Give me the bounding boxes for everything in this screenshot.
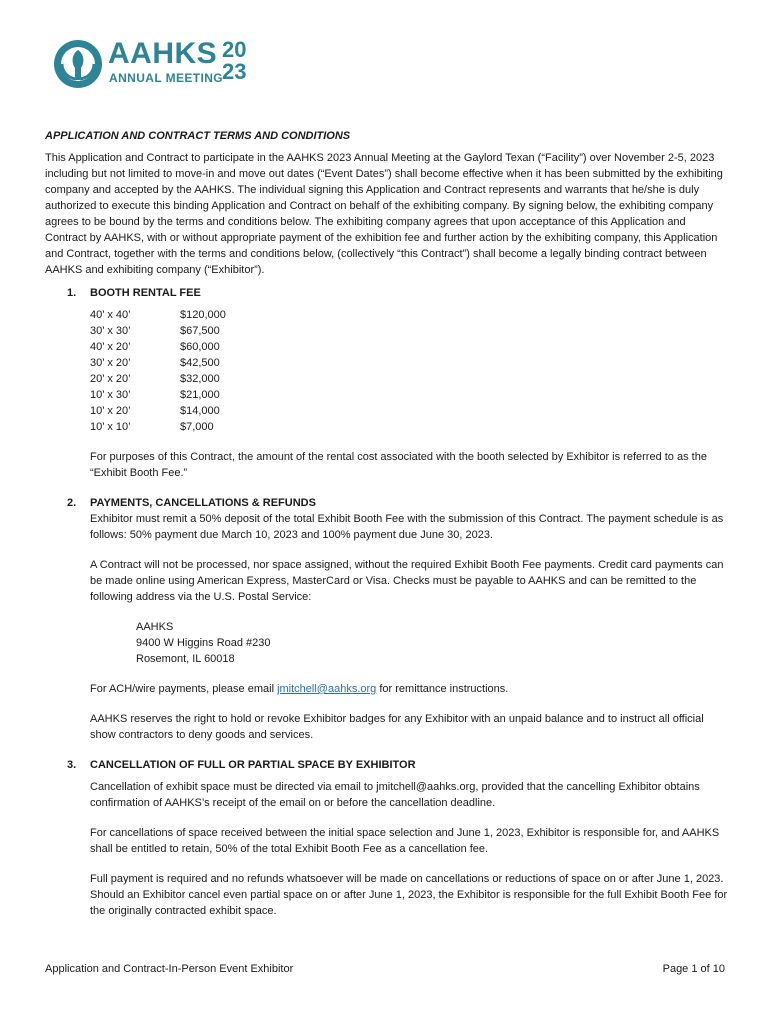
booth-price: $42,500 [180,357,220,369]
booth-price: $21,000 [180,389,220,401]
booth-fee-row [90,387,226,403]
section-number: 3. [67,759,77,771]
section-cancellation [45,757,730,919]
booth-size: 20’ x 20’ [90,373,131,385]
intro-paragraph: This Application and Contract to participate in the AAHKS 2023 Annual Meeting at the Gaylord Texan (“Facility”) over November 2-5, 2023 including but not limited to move-in and move out dates (“Event Dates”) shall become effective when it has been submitted by the exhibiting company and accepted by the AAHKS. The individual signing this Application and Contract represents and warrants that he/she is duly authorized to execute this binding Application and Contract on behalf of the exhibiting company. By signing below, the exhibiting company agrees to be bound by the terms and conditions below. The exhibiting company agrees that upon acceptance of this Application and Contract by AAHKS, with or without appropriate payment of the exhibition fee and further action by the exhibiting company, this Application and Contract, together with the terms and conditions below, (collectively “this Contract”) shall become a legally binding contract between AAHKS and exhibiting company (“Exhibitor”). [45,152,723,276]
page-footer [45,963,725,975]
cancellation-paragraph-3: Full payment is required and no refunds whatsoever will be made on cancellations or reductions of space on or after June 1, 2023. Should an Exhibitor cancel even partial space on or after June 1, 2023, the Exhibitor is responsible for the full Exhibit Booth Fee for the originally contracted exhibit space. [90,873,728,917]
booth-size: 10’ x 30’ [90,389,131,401]
section-booth-rental-fee [45,285,730,481]
section-number: 1. [67,287,77,299]
booth-price: $67,500 [180,325,220,337]
booth-size: 10’ x 20’ [90,405,131,417]
booth-price: $7,000 [180,421,214,433]
booth-price: $14,000 [180,405,220,417]
booth-fee-note: For purposes of this Contract, the amount of the rental cost associated with the booth selected by Exhibitor is referred to as the “Exhibit Booth Fee.” [90,451,707,479]
document-heading: APPLICATION AND CONTRACT TERMS AND CONDITIONS [45,130,351,142]
address-line: 9400 W Higgins Road #230 [136,637,271,649]
booth-size: 40’ x 40’ [90,309,131,321]
aahks-emblem-icon [52,38,104,90]
booth-price: $120,000 [180,309,226,321]
cancellation-paragraph-2: For cancellations of space received between the initial space selection and June 1, 2023, Exhibitor is responsible for, and AAHKS shall be entitled to retain, 50% of the total Exhibit Booth Fee as a cancellation fee. [90,827,720,855]
logo-year: 20 23 [222,37,247,84]
booth-size: 30’ x 20’ [90,357,131,369]
booth-fee-row [90,371,226,387]
document-body [45,128,730,927]
section-title: CANCELLATION OF FULL OR PARTIAL SPACE BY EXHIBITOR [90,759,416,771]
logo-name: AAHKS [108,37,218,70]
booth-price: $32,000 [180,373,220,385]
booth-fee-row [90,419,226,435]
booth-fee-table [90,307,226,435]
address-line: AAHKS [136,621,174,633]
booth-fee-row [90,339,226,355]
aahks-logo [52,38,258,90]
badge-policy-paragraph: AAHKS reserves the right to hold or revoke Exhibitor badges for any Exhibitor with an unpaid balance and to instruct all official show contractors to deny goods and services. [90,713,704,741]
payment-schedule-paragraph: Exhibitor must remit a 50% deposit of the total Exhibit Booth Fee with the submission of this Contract. The payment schedule is as follows: 50% payment due March 10, 2023 and 100% payment due June 30, 2023. [90,513,724,541]
mailing-address [90,619,730,667]
booth-size: 30’ x 30’ [90,325,131,337]
section-number: 2. [67,497,77,509]
address-line: Rosemont, IL 60018 [136,653,235,665]
booth-size: 40’ x 20’ [90,341,131,353]
booth-size: 10’ x 10’ [90,421,131,433]
booth-fee-row [90,307,226,323]
section-title: PAYMENTS, CANCELLATIONS & REFUNDS [90,497,316,509]
payment-methods-paragraph: A Contract will not be processed, nor space assigned, without the required Exhibit Booth Fee payments. Credit card payments can be made online using American Express, MasterCard or Visa. Checks must be payable to AAHKS and can be remitted to the following address via the U.S. Postal Service: [90,559,724,603]
logo-wordmark [108,39,258,89]
logo-subtitle: ANNUAL MEETING [109,71,224,85]
section-payments [45,495,730,743]
ach-paragraph: For ACH/wire payments, please email jmitchell@aahks.org for remittance instructions. [90,683,509,695]
booth-fee-row [90,355,226,371]
page-number: Page 1 of 10 [662,963,725,975]
footer-title: Application and Contract-In-Person Event Exhibitor [45,963,294,975]
booth-fee-row [90,323,226,339]
booth-price: $60,000 [180,341,220,353]
section-title: BOOTH RENTAL FEE [90,287,201,299]
email-link[interactable]: jmitchell@aahks.org [277,683,377,695]
booth-fee-row [90,403,226,419]
cancellation-paragraph-1: Cancellation of exhibit space must be directed via email to jmitchell@aahks.org, provided that the cancelling Exhibitor obtains confirmation of AAHKS’s receipt of the email on or before the cancellation deadline. [90,781,700,809]
